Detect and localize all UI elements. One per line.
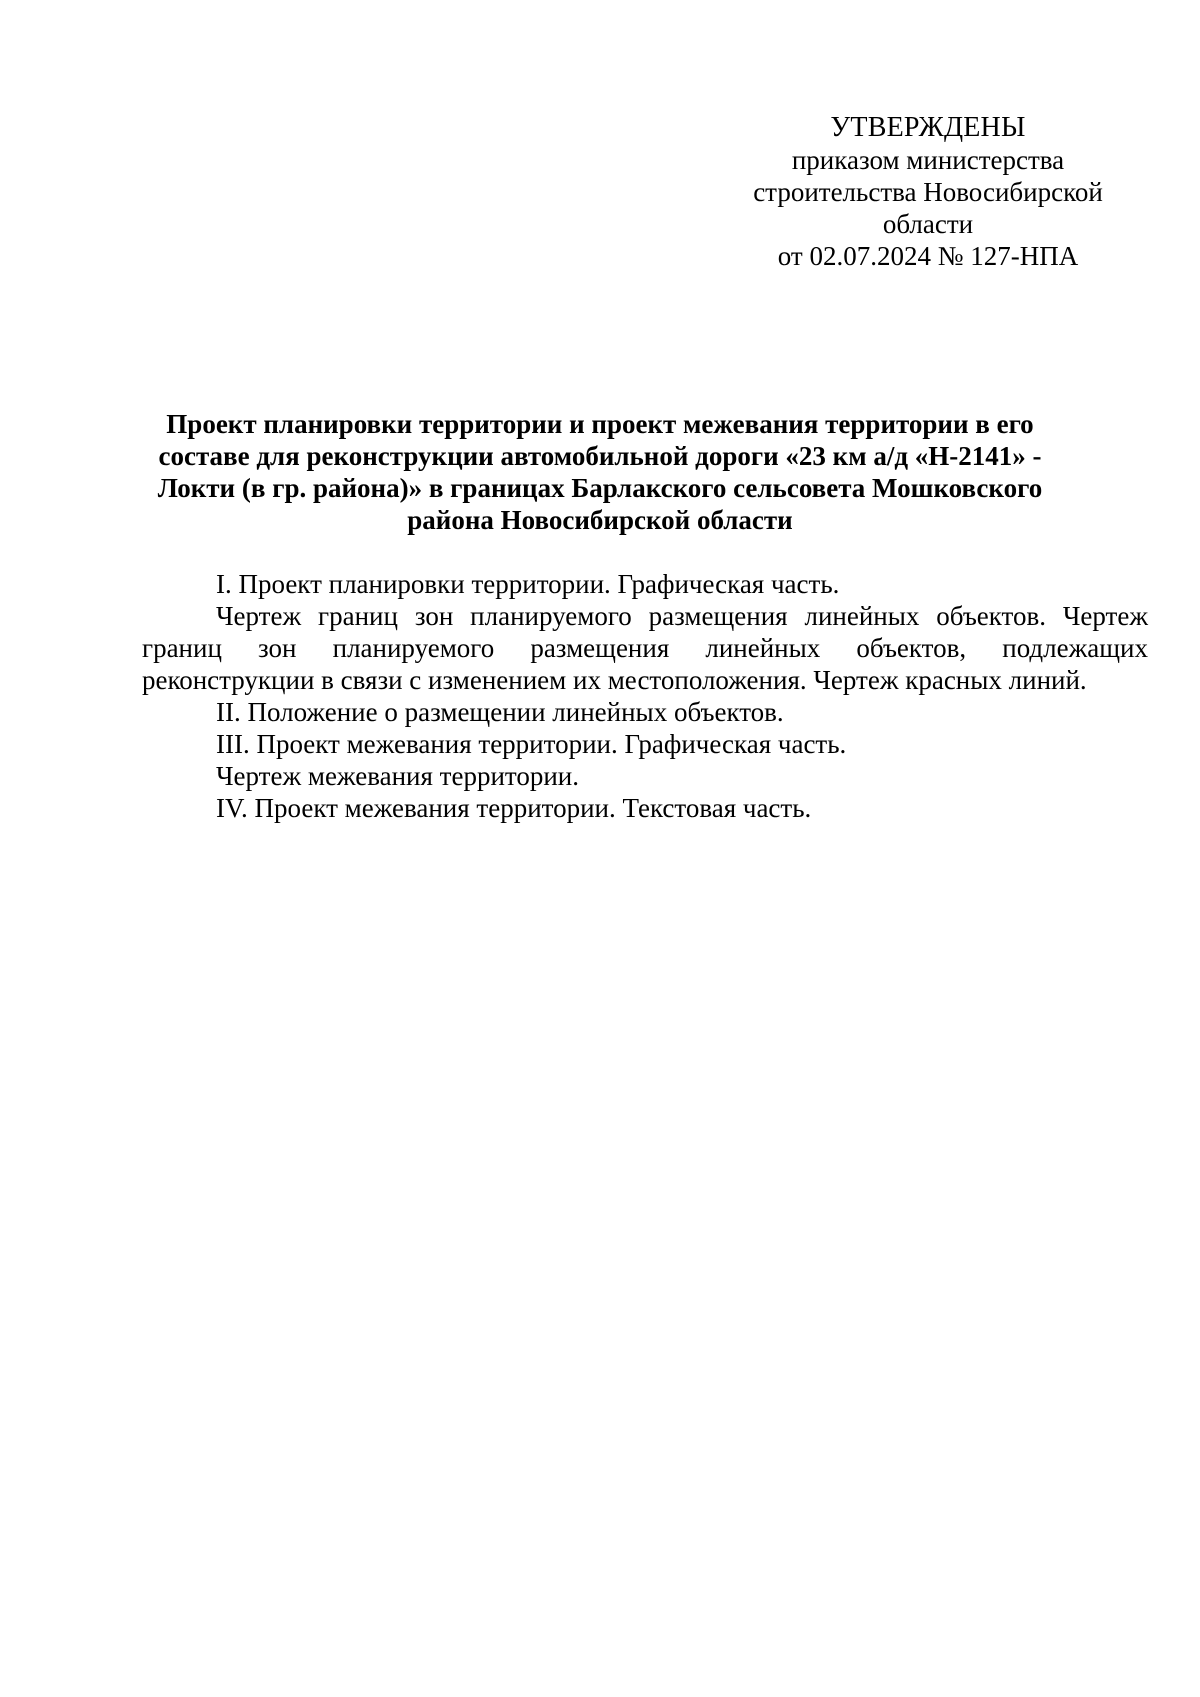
- section-1-description: [142, 600, 1148, 696]
- section-3-description: Чертеж межевания территории.: [216, 761, 579, 791]
- section-3-heading: III. Проект межевания территории. Графическая часть.: [216, 729, 847, 759]
- title-line-1: Проект планировки территории и проект межевания территории в его: [166, 409, 1034, 439]
- document-contents: [142, 568, 1148, 824]
- section-2-heading: II. Положение о размещении линейных объектов.: [216, 697, 784, 727]
- approval-order-number: от 02.07.2024 № 127-НПА: [777, 241, 1079, 271]
- approval-line-1: приказом министерства: [791, 145, 1065, 175]
- approval-line-2: строительства Новосибирской: [753, 177, 1103, 207]
- approval-heading: УТВЕРЖДЕНЫ: [830, 112, 1026, 143]
- document-title: [140, 408, 1060, 536]
- approval-line-3: области: [882, 209, 974, 239]
- section-1-desc-line-3: реконструкции в связи с изменением их местоположения. Чертеж красных линий.: [142, 665, 1087, 695]
- title-line-3: Локти (в гр. района)» в границах Барлакского сельсовета Мошковского: [157, 473, 1043, 503]
- title-line-4: района Новосибирской области: [407, 505, 793, 535]
- approval-stamp: [708, 112, 1148, 272]
- section-1-desc-line-2: границ зон планируемого размещения линейных объектов, подлежащих: [142, 633, 1148, 663]
- section-4-heading: IV. Проект межевания территории. Текстовая часть.: [216, 793, 812, 823]
- section-1-desc-line-1: Чертеж границ зон планируемого размещения линейных объектов. Чертеж: [216, 601, 1148, 631]
- section-1-heading: I. Проект планировки территории. Графическая часть.: [216, 569, 840, 599]
- title-line-2: составе для реконструкции автомобильной дороги «23 км а/д «Н-2141» -: [158, 441, 1042, 471]
